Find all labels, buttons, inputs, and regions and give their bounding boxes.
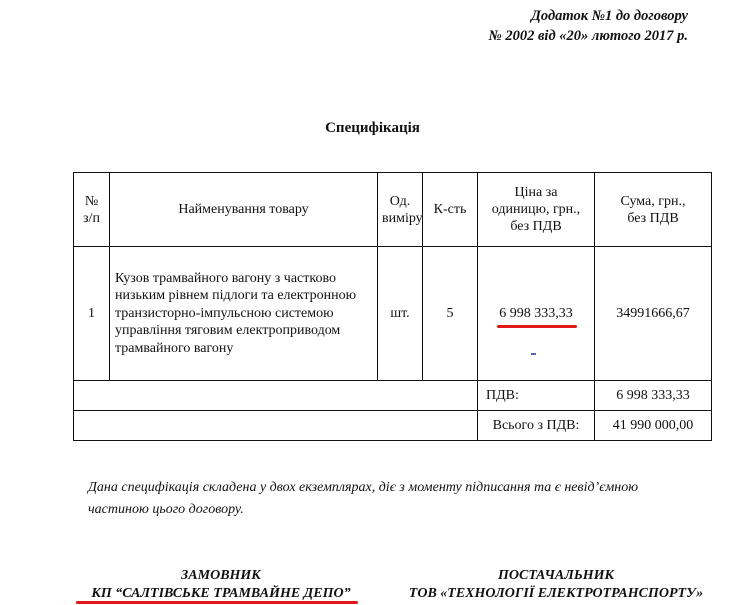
customer-red-underline bbox=[76, 601, 358, 604]
header-name: Найменування товару bbox=[110, 173, 378, 247]
header-price: Ціна за одиницю, грн., без ПДВ bbox=[478, 173, 595, 247]
annex-line-1: Додаток №1 до договору bbox=[530, 8, 688, 24]
vat-row bbox=[74, 381, 712, 411]
total-label: Всього з ПДВ: bbox=[478, 411, 595, 441]
customer-block bbox=[78, 567, 364, 603]
row-price-highlight bbox=[499, 306, 573, 322]
row-name: Кузов трамвайного вагону з частково низьким рівнем підлоги та електронною транзисторно-імпульсною системою управління тяговим електроприводом трамвайного вагону bbox=[110, 247, 378, 381]
table-row bbox=[74, 247, 712, 381]
row-sum: 34991666,67 bbox=[595, 247, 712, 381]
specification-note: Дана специфікація складена у двох екземплярах, діє з моменту підписання та є невід’ємною частиною цього договору. bbox=[88, 480, 639, 517]
supplier-block bbox=[396, 567, 716, 603]
total-empty-cell bbox=[74, 411, 478, 441]
annex-line-2: № 2002 від «20» лютого 2017 р. bbox=[488, 28, 688, 44]
vat-value: 6 998 333,33 bbox=[595, 381, 712, 411]
table-header-row bbox=[74, 173, 712, 247]
vat-label: ПДВ: bbox=[478, 381, 595, 411]
customer-role: ЗАМОВНИК bbox=[181, 568, 261, 583]
header-unit: Од. виміру bbox=[378, 173, 423, 247]
row-price-cell bbox=[478, 247, 595, 381]
header-sum: Сума, грн., без ПДВ bbox=[595, 173, 712, 247]
annex-header bbox=[488, 6, 688, 46]
header-num: № з/п bbox=[74, 173, 110, 247]
vat-empty-cell bbox=[74, 381, 478, 411]
customer-name: КП “САЛТІВСЬКЕ ТРАМВАЙНЕ ДЕПО” bbox=[91, 586, 351, 601]
row-unit: шт. bbox=[378, 247, 423, 381]
row-num: 1 bbox=[74, 247, 110, 381]
row-qty: 5 bbox=[423, 247, 478, 381]
row-price: 6 998 333,33 bbox=[499, 305, 573, 321]
total-value: 41 990 000,00 bbox=[595, 411, 712, 441]
document-title: Специфікація bbox=[325, 120, 420, 136]
supplier-name: ТОВ «ТЕХНОЛОГІЇ ЕЛЕКТРОТРАНСПОРТУ» bbox=[408, 586, 704, 601]
supplier-role: ПОСТАЧАЛЬНИК bbox=[497, 568, 615, 583]
pen-mark bbox=[531, 353, 536, 355]
red-underline-mark bbox=[497, 325, 577, 328]
header-qty: К-сть bbox=[423, 173, 478, 247]
specification-table bbox=[73, 172, 712, 441]
total-row bbox=[74, 411, 712, 441]
